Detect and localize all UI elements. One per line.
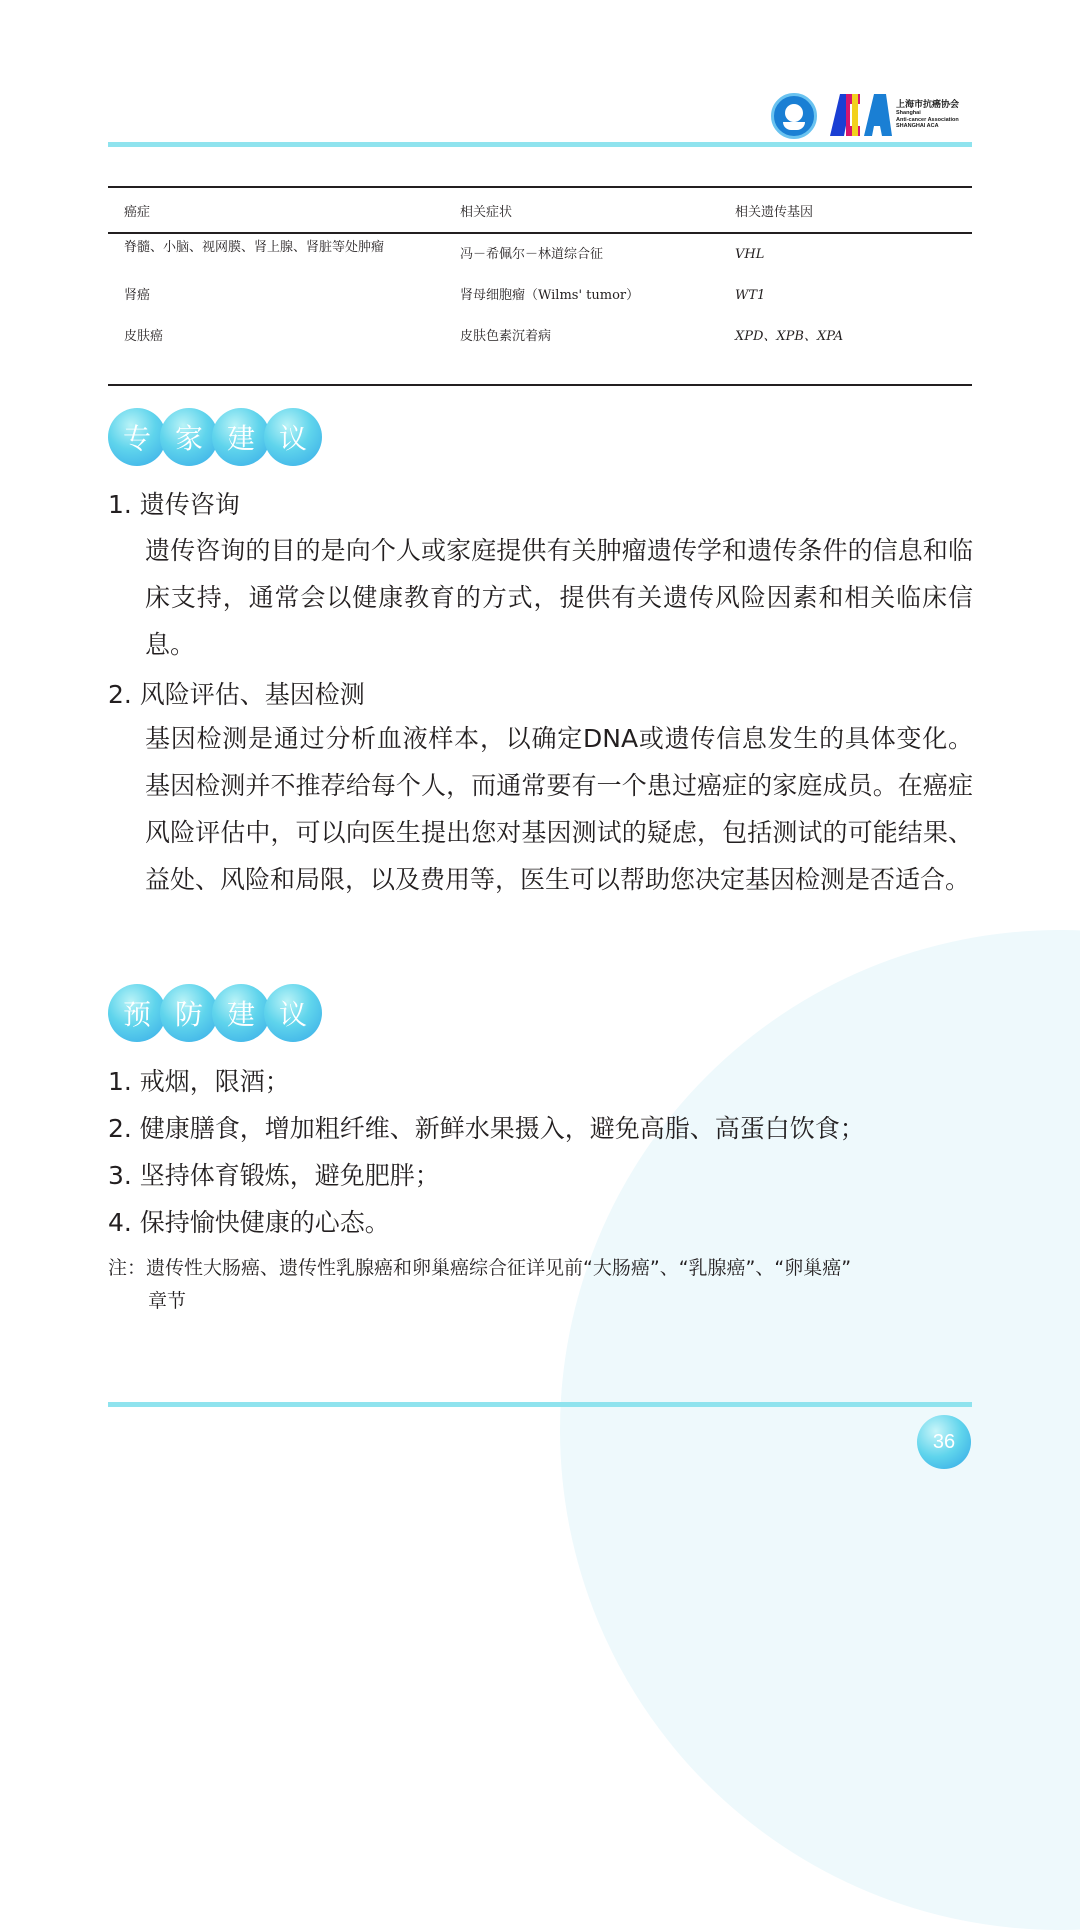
section-heading-expert-advice <box>108 408 316 468</box>
cell-symptom: 冯－希佩尔－林道综合征 <box>460 247 604 262</box>
paragraph-genetic-counseling: 遗传咨询的目的是向个人或家庭提供有关肿瘤遗传学和遗传条件的信息和临床支持，通常会以健康教育的方式，提供有关遗传风险因素和相关临床信息。 <box>145 536 973 659</box>
list-item: 3. 坚持体育锻炼，避免肥胖； <box>108 1161 440 1190</box>
footer-divider <box>108 1402 972 1407</box>
list-item: 2. 健康膳食，增加粗纤维、新鲜水果摄入，避免高脂、高蛋白饮食； <box>108 1114 865 1143</box>
cell-symptom: 皮肤色素沉着病 <box>460 329 552 344</box>
org-name-en-2: Anti-cancer Association <box>896 116 959 123</box>
heading-char: 议 <box>264 984 322 1042</box>
column-header-symptom: 相关症状 <box>460 205 513 220</box>
heading-char: 建 <box>212 408 270 466</box>
page-number: 36 <box>917 1415 971 1469</box>
genetic-syndrome-table <box>108 186 972 386</box>
cell-cancer: 皮肤癌 <box>124 329 164 344</box>
footnote <box>108 1252 972 1318</box>
cell-gene: XPD、XPB、XPA <box>735 329 844 344</box>
list-item: 4. 保持愉快健康的心态。 <box>108 1208 390 1237</box>
org-name-block <box>896 97 986 130</box>
org-name-en-3: SHANGHAI ACA <box>896 123 939 129</box>
heading-char: 预 <box>108 984 166 1042</box>
table-row <box>108 282 972 323</box>
cell-cancer: 脊髓、小脑、视网膜、肾上腺、肾脏等处肿瘤 <box>124 240 385 255</box>
header-divider <box>108 142 972 147</box>
table-row <box>108 233 972 282</box>
cell-gene: WT1 <box>735 288 766 303</box>
background-circle <box>560 930 1080 1930</box>
footnote-line-1: 注：遗传性大肠癌、遗传性乳腺癌和卵巢癌综合征详见前“大肠癌”、“乳腺癌”、“卵巢癌” <box>108 1257 852 1279</box>
footnote-line-2: 章节 <box>148 1290 187 1312</box>
org-name-en-1: Shanghai <box>896 110 921 116</box>
cell-gene: VHL <box>735 247 765 262</box>
heading-char: 家 <box>160 408 218 466</box>
heading-char: 防 <box>160 984 218 1042</box>
heading-char: 专 <box>108 408 166 466</box>
association-emblem-icon <box>771 93 817 139</box>
item-title-risk-assessment: 2. 风险评估、基因检测 <box>108 680 365 709</box>
column-header-gene: 相关遗传基因 <box>735 205 814 220</box>
paragraph-gene-testing: 基因检测是通过分析血液样本，以确定DNA或遗传信息发生的具体变化。基因检测并不推荐给每个人，而通常要有一个患过癌症的家庭成员。在癌症风险评估中，可以向医生提出您对基因测试的疑虑，包括测试的可能结果、益处、风险和局限，以及费用等，医生可以帮助您决定基因检测是否适合。 <box>145 724 973 894</box>
heading-char: 议 <box>264 408 322 466</box>
org-name-cn: 上海市抗癌协会 <box>896 99 960 109</box>
cell-cancer: 肾癌 <box>124 288 151 303</box>
aca-logo-icon <box>830 94 892 136</box>
table-row <box>108 323 972 385</box>
column-header-cancer: 癌症 <box>124 205 151 220</box>
table-header-row <box>108 187 972 233</box>
list-item: 1. 戒烟，限酒； <box>108 1067 290 1096</box>
item-title-genetic-counseling: 1. 遗传咨询 <box>108 490 240 519</box>
cell-symptom: 肾母细胞瘤（Wilms' tumor） <box>460 288 640 303</box>
heading-char: 建 <box>212 984 270 1042</box>
section-heading-prevention-advice <box>108 984 316 1044</box>
